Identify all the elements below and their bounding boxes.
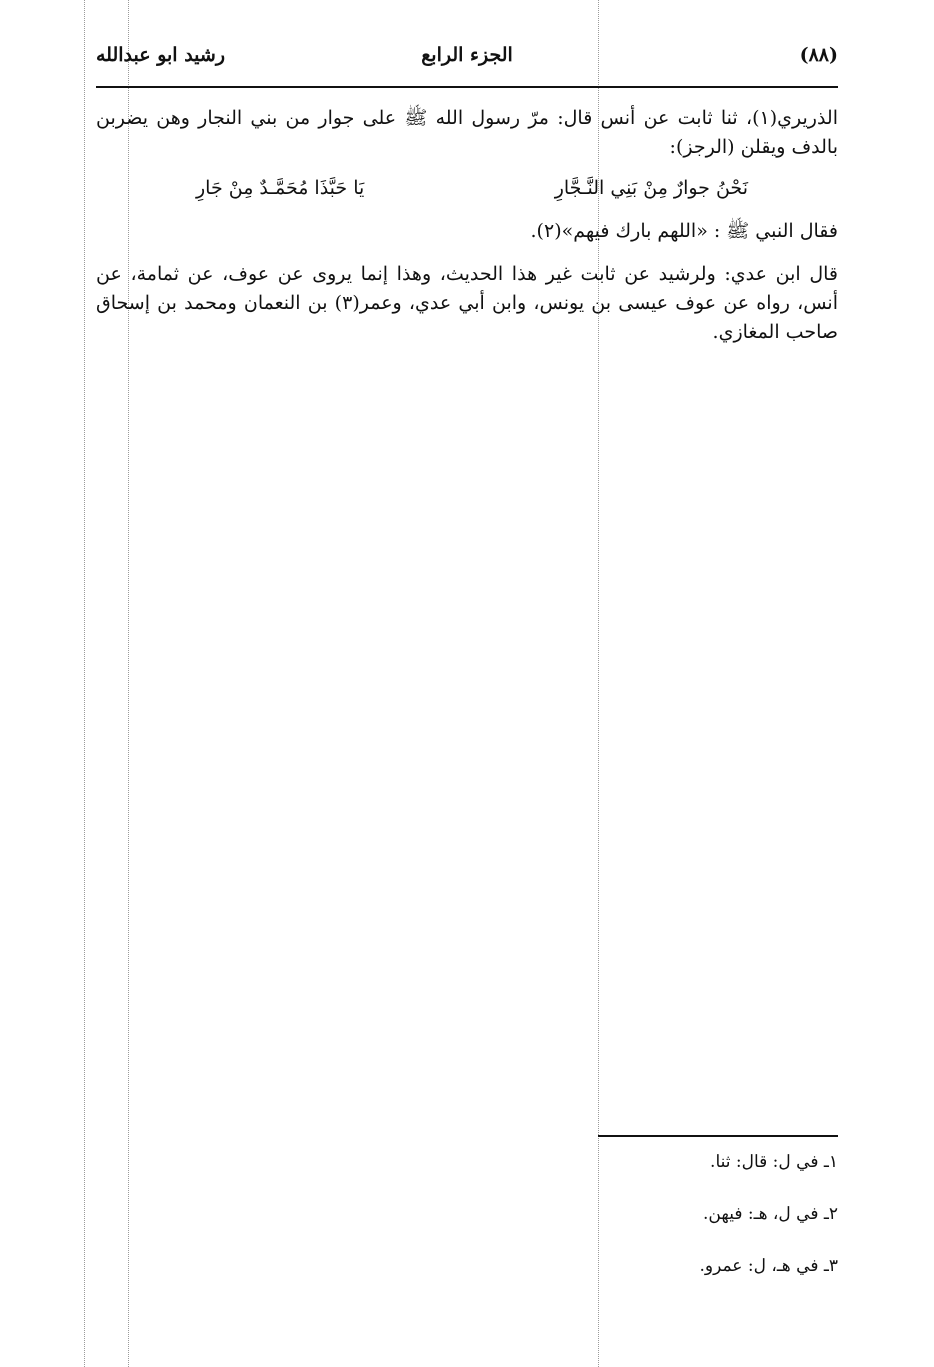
paragraph-1: الذريري(١)، ثنا ثابت عن أنس قال: مرّ رسول الله ﷺ على جوار من بني النجار وهن يضربن بالدف ويقلن (الرجز): — [96, 107, 838, 158]
page-header — [96, 40, 838, 80]
main-text — [96, 104, 838, 347]
page-number: (٨٨) — [799, 44, 838, 66]
footnotes — [338, 1150, 838, 1306]
footnote-1: ١ـ في ل: قال: ثنا. — [710, 1152, 838, 1172]
verse — [96, 174, 838, 203]
verse-first-hemistich: نَحْنُ جوارٌ مِنْ بَنِي النَّـجَّارِ — [554, 177, 748, 199]
verse-second-hemistich: يَا حَبَّذَا مُحَمَّـدٌ مِنْ جَارِ — [196, 177, 365, 199]
paragraph-3: قال ابن عدي: ولرشيد عن ثابت غير هذا الحديث، وهذا إنما يروى عن عوف، عن ثمامة، عن أنس، رواه عن عوف عيسى بن يونس، وابن أبي عدي، وعمر(٣) بن النعمان ومحمد بن إسحاق صاحب المغازي. — [96, 263, 838, 343]
margin-dotted-line — [84, 0, 85, 1367]
part-title: الجزء الرابع — [421, 44, 513, 66]
author-name: رشيد ابو عبدالله — [96, 44, 226, 66]
footnote-3: ٣ـ في هـ، ل: عمرو. — [699, 1256, 838, 1276]
paragraph-2: فقال النبي ﷺ : «اللهم بارك فيهم»(٢). — [530, 220, 838, 242]
header-rule — [96, 86, 838, 88]
footnote-rule — [598, 1135, 838, 1137]
footnote-2: ٢ـ في ل، هـ: فيهن. — [703, 1204, 838, 1224]
